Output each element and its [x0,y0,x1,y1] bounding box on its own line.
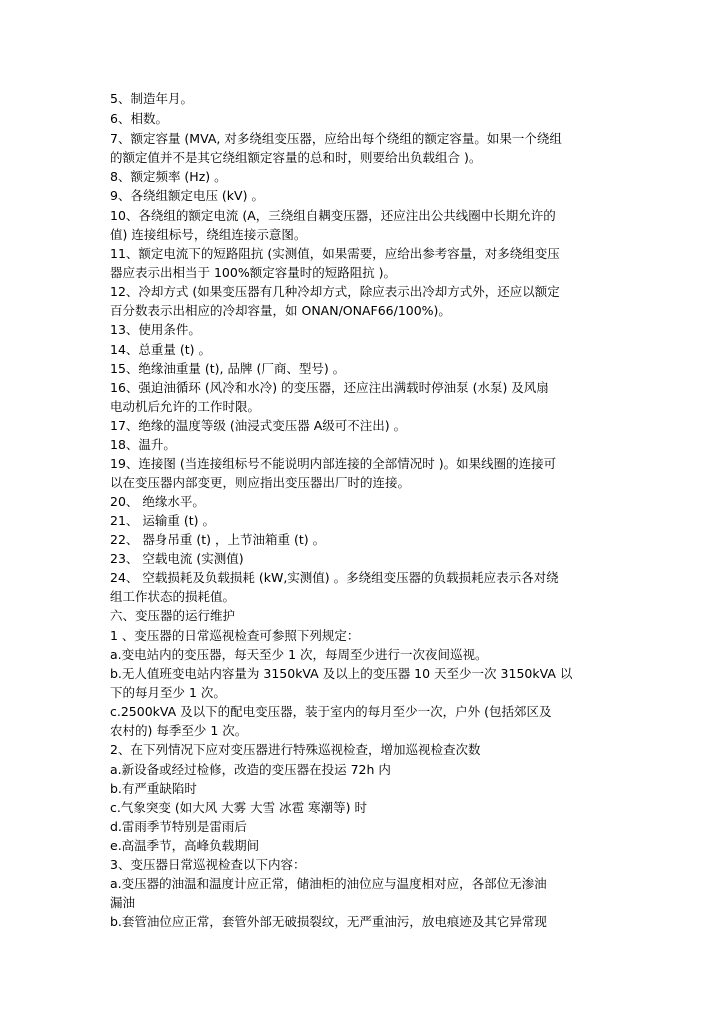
text-line: 7、额定容量 (MVA, 对多绕组变压器，应给出每个绕组的额定容量。如果一个绕组 [110,131,562,146]
text-line: 以在变压器内部变更，则应指出变压器出厂时的连接。 [110,475,411,490]
text-line: b.无人值班变电站内容量为 3150kVA 及以上的变压器 10 天至少一次 3150kVA 以 [110,666,573,681]
text-line: 3、变压器日常巡视检查以下内容： [110,857,306,872]
text-line: 电动机后允许的工作时限。 [110,399,261,414]
text-line: 9、各绕组额定电压 (kV) 。 [110,188,264,203]
text-line: c.气象突变 (如大风 大雾 大雪 冰雹 寒潮等) 时 [110,800,367,815]
text-line: 14、总重量 (t) 。 [110,342,212,357]
text-line: b.套管油位应正常，套管外部无破损裂纹，无严重油污，放电痕迹及其它异常现 [110,914,547,929]
text-line: 8、额定频率 (Hz) 。 [110,169,227,184]
text-line: 值) 连接组标号，绕组连接示意图。 [110,227,307,242]
text-line: 5、制造年月。 [110,91,193,106]
text-line: 器应表示出相当于 100%额定容量时的短路阻抗 )。 [110,265,397,280]
text-line: 百分数表示出相应的冷却容量，如 ONAN/ONAF66/100%)。 [110,303,451,318]
text-line: 24、 空载损耗及负载损耗 (kW,实测值) 。多绕组变压器的负载损耗应表示各对绕 [110,570,559,585]
text-line: 下的每月至少 1 次。 [110,685,226,700]
text-line: 2、在下列情况下应对变压器进行特殊巡视检查，增加巡视检查次数 [110,742,481,757]
text-line: 20、 绝缘水平。 [110,494,205,509]
text-line: 6、相数。 [110,111,168,126]
text-line: 15、绝缘油重量 (t), 品牌 (厂商、型号) 。 [110,361,346,376]
text-line: 13、使用条件。 [110,322,201,337]
text-line: 10、各绕组的额定电流 (A，三绕组自耦变压器，还应注出公共线圈中长期允许的 [110,208,556,223]
text-line: 组工作状态的损耗值。 [110,589,236,604]
text-line: 的额定值并不是其它绕组额定容量的总和时，则要给出负载组合 )。 [110,150,482,165]
text-line: a.变电站内的变压器，每天至少 1 次，每周至少进行一次夜间巡视。 [110,647,488,662]
section-heading: 六、变压器的运行维护 [110,608,236,623]
text-line: 22、 器身吊重 (t) ，上节油箱重 (t) 。 [110,532,326,547]
text-line: e.高温季节，高峰负载期间 [110,838,260,853]
text-line: b.有严重缺陷时 [110,781,197,796]
text-line: 21、 运输重 (t) 。 [110,513,215,528]
text-line: 12、冷却方式 (如果变压器有几种冷却方式，除应表示出冷却方式外，还应以额定 [110,284,560,299]
text-line: d.雷雨季节特别是雷雨后 [110,819,247,834]
text-line: a.新设备或经过检修，改造的变压器在投运 72h 内 [110,762,391,777]
text-line: 11、额定电流下的短路阻抗 (实测值，如果需要，应给出参考容量，对多绕组变压 [110,246,560,261]
text-line: c.2500kVA 及以下的配电变压器，装于室内的每月至少一次，户外 (包括郊区及 [110,704,552,719]
text-line: 1 、变压器的日常巡视检查可参照下列规定： [110,628,360,643]
text-line: 23、 空载电流 (实测值) [110,551,244,566]
text-line: 18、温升。 [110,437,176,452]
text-line: a.变压器的油温和温度计应正常，储油柜的油位应与温度相对应，各部位无渗油 [110,876,547,891]
text-line: 19、连接图 (当连接组标号不能说明内部连接的全部情况时 )。如果线圈的连接可 [110,456,557,471]
text-line: 农村的) 每季至少 1 次。 [110,723,248,738]
text-line: 漏油 [110,895,136,910]
text-line: 17、绝缘的温度等级 (油浸式变压器 A级可不注出) 。 [110,418,407,433]
text-line: 16、强迫油循环 (风冷和水冷) 的变压器，还应注出满载时停油泵 (水泵) 及风扇 [110,380,549,395]
